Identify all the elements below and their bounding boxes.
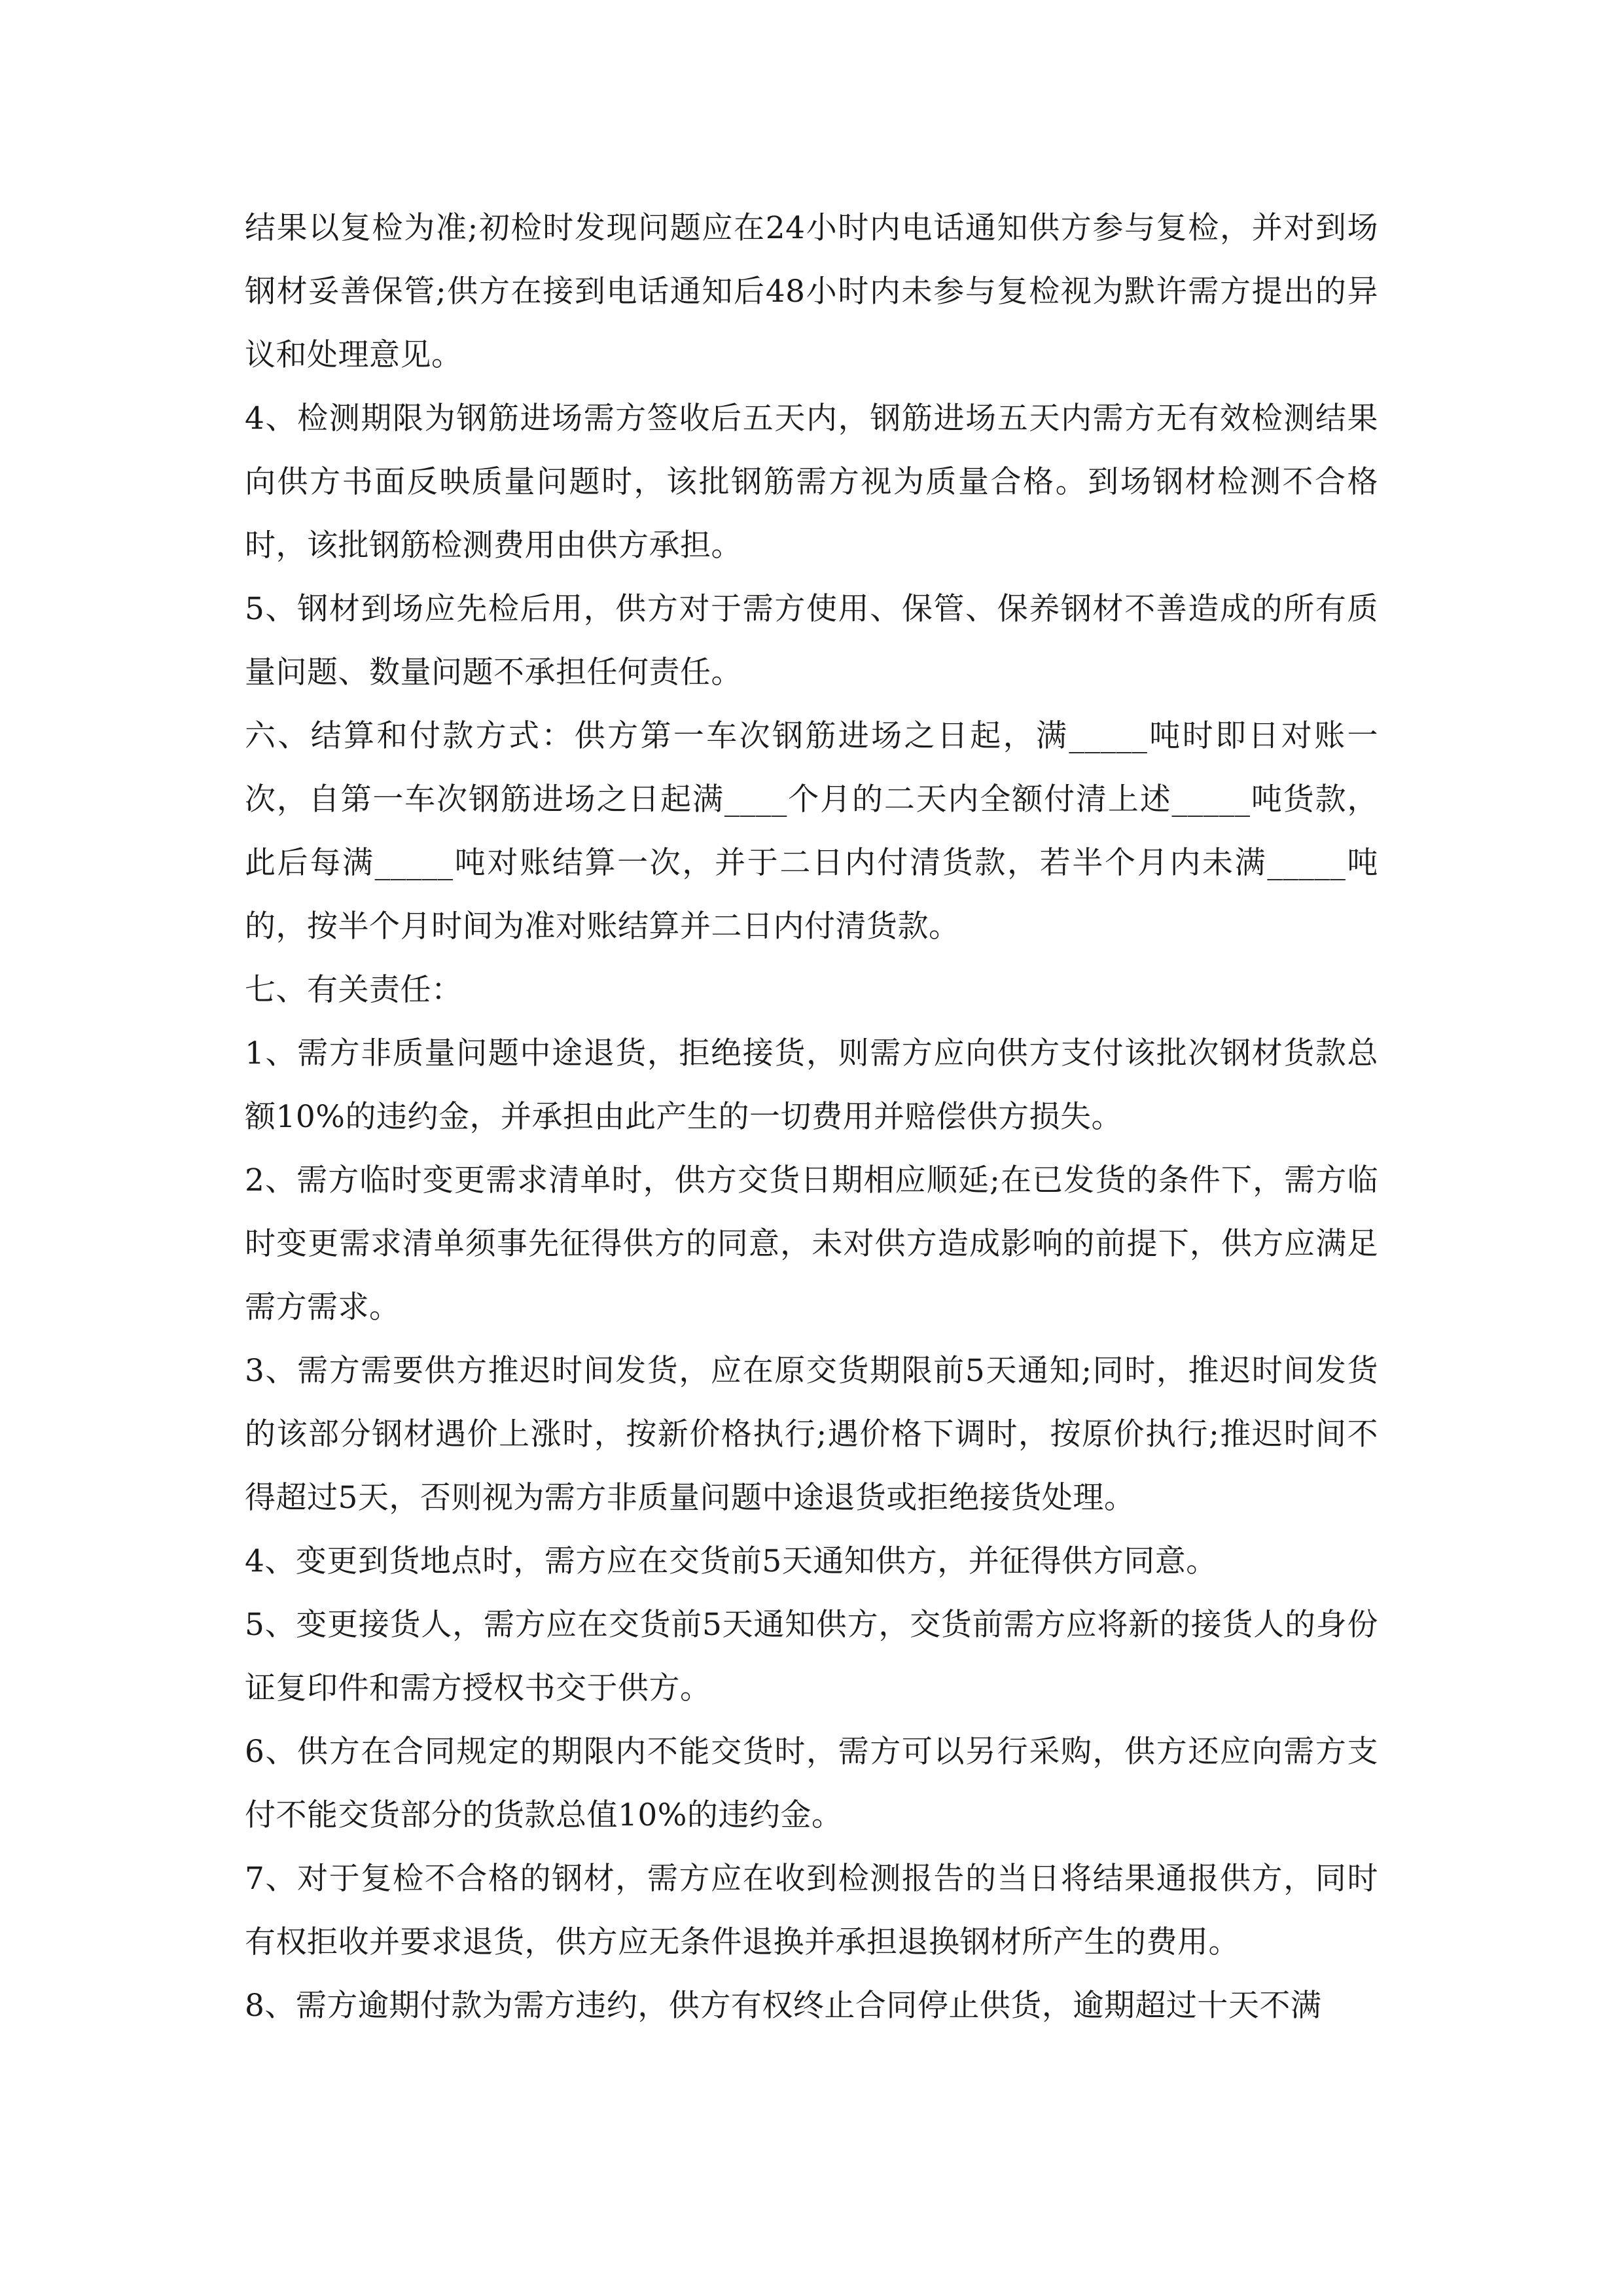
paragraph-responsibility-4: 4、变更到货地点时，需方应在交货前5天通知供方，并征得供方同意。 — [245, 1543, 1217, 1579]
paragraph-settlement-payment: 六、结算和付款方式：供方第一车次钢筋进场之日起，满_____吨时即日对账一次，自第一车次钢筋进场之日起满____个月的二天内全额付清上述_____吨货款，此后每满_____吨对账结算一次，并于二日内付清货款，若半个月内未满_____吨的，按半个月时间为准对账结算并二日内付清货款。 — [245, 718, 1378, 944]
paragraph-responsibility-2: 2、需方临时变更需求清单时，供方交货日期相应顺延;在已发货的条件下，需方临时变更需求清单须事先征得供方的同意，未对供方造成影响的前提下，供方应满足需方需求。 — [245, 1162, 1378, 1325]
paragraph-responsibility-8: 8、需方逾期付款为需方违约，供方有权终止合同停止供货，逾期超过十天不满 — [245, 1988, 1322, 2024]
paragraph-responsibility-7: 7、对于复检不合格的钢材，需方应在收到检测报告的当日将结果通报供方，同时有权拒收并要求退货，供方应无条件退换并承担退换钢材所产生的费用。 — [245, 1861, 1378, 1960]
paragraph-responsibility-3: 3、需方需要供方推迟时间发货，应在原交货期限前5天通知;同时，推迟时间发货的该部分钢材遇价上涨时，按新价格执行;遇价格下调时，按原价执行;推迟时间不得超过5天，否则视为需方非质量问题中途退货或拒绝接货处理。 — [245, 1353, 1378, 1516]
section-heading-responsibilities: 七、有关责任： — [245, 972, 463, 1008]
paragraph-inspect-before-use: 5、钢材到场应先检后用，供方对于需方使用、保管、保养钢材不善造成的所有质量问题、数量问题不承担任何责任。 — [245, 591, 1378, 691]
paragraph-responsibility-1: 1、需方非质量问题中途退货，拒绝接货，则需方应向供方支付该批次钢材货款总额10%的违约金，并承担由此产生的一切费用并赔偿供方损失。 — [245, 1035, 1378, 1135]
paragraph-responsibility-6: 6、供方在合同规定的期限内不能交货时，需方可以另行采购，供方还应向需方支付不能交货部分的货款总值10%的违约金。 — [245, 1734, 1378, 1833]
document-body — [245, 196, 1378, 2037]
paragraph-recheck-continued: 结果以复检为准;初检时发现问题应在24小时内电话通知供方参与复检，并对到场钢材妥善保管;供方在接到电话通知后48小时内未参与复检视为默许需方提出的异议和处理意见。 — [245, 210, 1378, 373]
paragraph-responsibility-5: 5、变更接货人，需方应在交货前5天通知供方，交货前需方应将新的接货人的身份证复印件和需方授权书交于供方。 — [245, 1607, 1378, 1706]
paragraph-inspection-period: 4、检测期限为钢筋进场需方签收后五天内，钢筋进场五天内需方无有效检测结果向供方书面反映质量问题时，该批钢筋需方视为质量合格。到场钢材检测不合格时，该批钢筋检测费用由供方承担。 — [245, 401, 1378, 564]
